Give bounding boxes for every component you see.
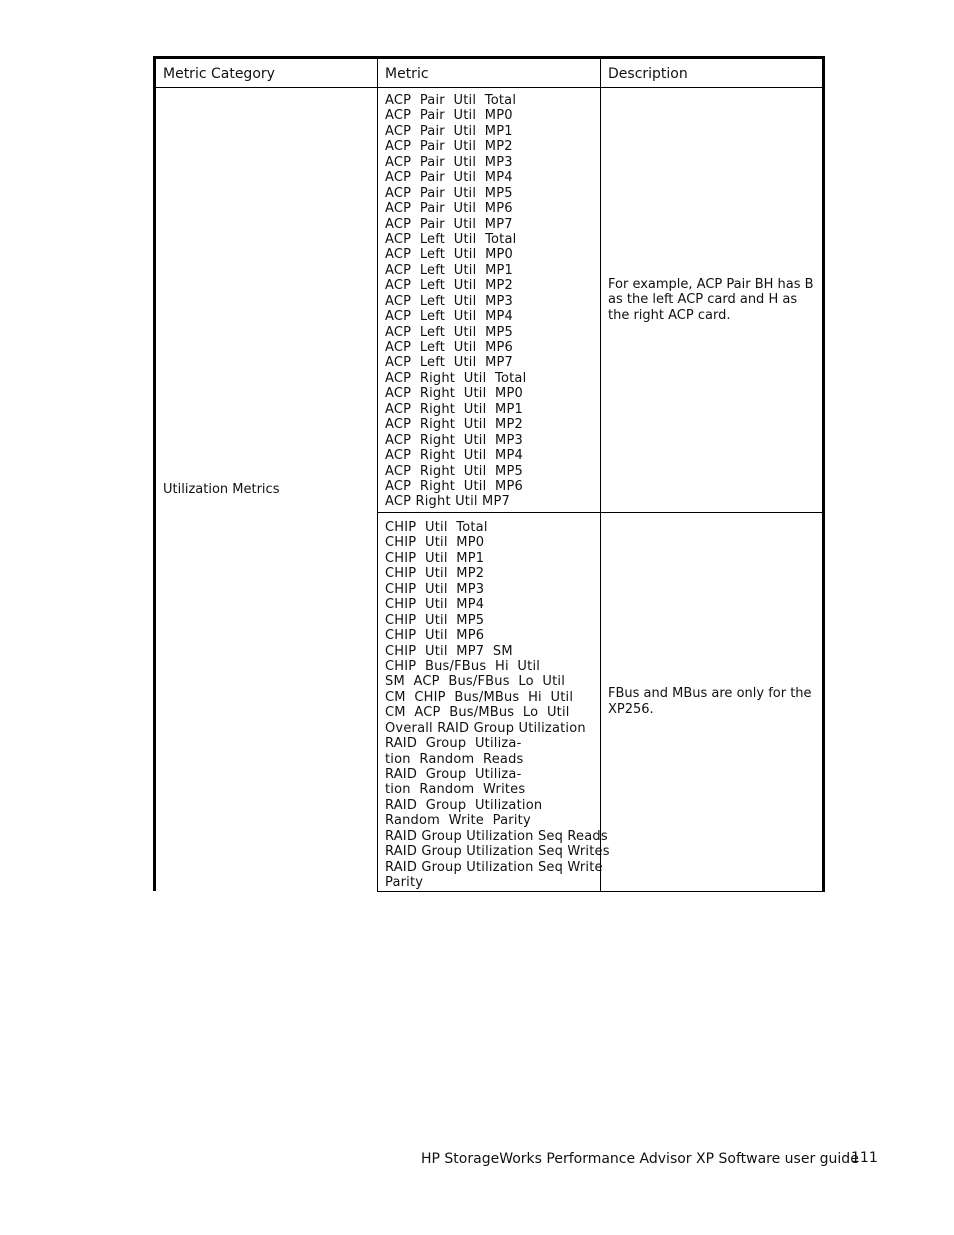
- metric-item: ACP Right Util MP5: [385, 463, 523, 479]
- description-cell-chip: FBus and MBus are only for the XP256.: [601, 513, 824, 892]
- metric-item: ACP Left Util MP6: [385, 340, 513, 355]
- metric-item: ACP Left Util MP4: [385, 309, 513, 325]
- metric-item: ACP Right Util MP4: [385, 448, 523, 464]
- metric-item: RAID Group Utilization Seq Write: [385, 859, 603, 875]
- metric-item: CHIP Util MP6: [385, 628, 485, 644]
- header-metric: Metric: [378, 58, 601, 88]
- metric-item: CHIP Util MP1: [385, 550, 485, 566]
- metric-list-chip: [385, 520, 610, 891]
- metric-item: RAID Group Utiliza-: [385, 767, 522, 782]
- metrics-cell-acp: [378, 88, 601, 513]
- metric-item: ACP Pair Util MP0: [385, 108, 513, 124]
- metric-item: ACP Right Util MP7: [385, 494, 510, 510]
- metric-list-acp: [385, 93, 593, 510]
- metric-item: ACP Right Util MP3: [385, 432, 523, 448]
- metric-item: ACP Left Util MP3: [385, 293, 513, 309]
- metric-item: RAID Group Utilization Seq Writes: [385, 844, 610, 860]
- metric-item: RAID Group Utilization: [385, 797, 543, 813]
- metric-item: RAID Group Utilization Seq Reads: [385, 828, 608, 844]
- metric-item: ACP Pair Util MP5: [385, 185, 513, 201]
- metric-item: CHIP Util MP4: [385, 597, 485, 613]
- metric-item: ACP Pair Util MP3: [385, 154, 513, 170]
- metric-item: ACP Pair Util Total: [385, 93, 517, 108]
- metric-item: tion Random Reads: [385, 751, 524, 767]
- metric-item: CHIP Util Total: [385, 520, 488, 535]
- metric-item: ACP Pair Util MP1: [385, 123, 513, 139]
- table-header-row: [155, 58, 824, 88]
- table-row-acp: [155, 88, 824, 513]
- metric-item: ACP Pair Util MP6: [385, 201, 513, 217]
- metric-item: CM ACP Bus/MBus Lo Util: [385, 705, 570, 721]
- description-cell-acp: For example, ACP Pair BH has B as the left ACP card and H as the right ACP card.: [601, 88, 824, 513]
- metrics-table: [153, 56, 825, 892]
- metric-item: CHIP Util MP0: [385, 535, 485, 551]
- metric-item: SM ACP Bus/FBus Lo Util: [385, 674, 566, 690]
- metric-item: Parity: [385, 875, 424, 891]
- metric-item: CHIP Util MP5: [385, 612, 485, 628]
- metric-item: ACP Right Util MP2: [385, 417, 523, 433]
- page-number: 111: [851, 1150, 878, 1166]
- metric-item: ACP Left Util Total: [385, 231, 517, 247]
- metric-item: tion Random Writes: [385, 782, 526, 798]
- metric-item: ACP Pair Util MP7: [385, 216, 513, 232]
- header-description: Description: [601, 58, 824, 88]
- metric-item: ACP Right Util Total: [385, 370, 527, 386]
- category-cell: [155, 88, 378, 892]
- metric-item: CHIP Util MP2: [385, 566, 485, 582]
- metric-item: CHIP Util MP7 SM: [385, 643, 513, 659]
- metric-item: RAID Group Utiliza-: [385, 736, 522, 752]
- header-metric-category: Metric Category: [155, 58, 378, 88]
- metric-item: ACP Pair Util MP2: [385, 139, 513, 155]
- metric-item: CHIP Bus/FBus Hi Util: [385, 658, 541, 674]
- metric-item: ACP Right Util MP0: [385, 386, 523, 402]
- footer-document-title: HP StorageWorks Performance Advisor XP Software user guide: [421, 1151, 859, 1167]
- metric-item: ACP Left Util MP2: [385, 278, 513, 294]
- metric-item: Random Write Parity: [385, 813, 531, 829]
- metrics-cell-chip: [378, 513, 610, 892]
- metric-item: ACP Right Util MP6: [385, 478, 523, 494]
- metric-item: CHIP Util MP3: [385, 581, 485, 597]
- metric-item: ACP Right Util MP1: [385, 401, 523, 417]
- category-label: Utilization Metrics: [163, 482, 280, 497]
- metric-item: CM CHIP Bus/MBus Hi Util: [385, 689, 574, 705]
- metric-item: ACP Pair Util MP4: [385, 170, 513, 186]
- metric-item: ACP Left Util MP0: [385, 247, 513, 263]
- metric-item: ACP Left Util MP5: [385, 324, 513, 340]
- metric-item: Overall RAID Group Utilization: [385, 720, 586, 736]
- metric-item: ACP Left Util MP7: [385, 355, 513, 371]
- metric-item: ACP Left Util MP1: [385, 262, 513, 278]
